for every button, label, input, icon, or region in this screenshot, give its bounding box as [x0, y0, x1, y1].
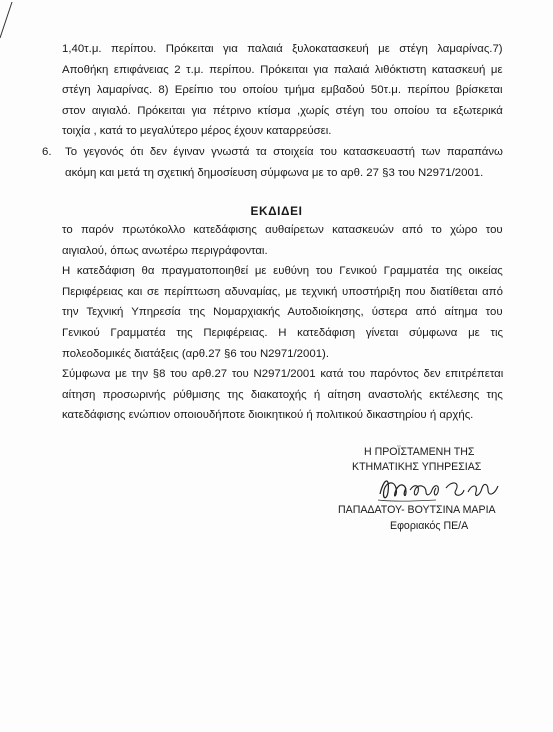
text-line: Η κατεδάφιση θα πραγματοποιηθεί με ευθύνη του Γενικού Γραμματέα της οικείας: [62, 265, 503, 278]
text-line: αίτηση προσωρινής ρύθμισης της διακατοχής ή αίτηση αναστολής εκτέλεσης της: [62, 388, 503, 401]
text-line: Αποθήκη επιφάνειας 2 τ.μ. περίπου. Πρόκειται για παλαιά λιθόκτιστη κατασκευή με: [62, 63, 503, 76]
text-line: Σύμφωνα με την §8 του αρθ.27 του Ν2971/2001 κατά του παρόντος δεν επιτρέπεται: [62, 368, 504, 381]
continuation-paragraph: [62, 39, 503, 142]
decision-paragraph: [62, 220, 503, 426]
text-line: στον αιγιαλό. Πρόκειται για πέτρινο κτίσμα ,χωρίς στέγη του οποίου τα εξωτερικά: [62, 104, 503, 117]
text-line: πολεοδομικές διατάξεις (αρθ.27 §6 του Ν2971/2001).: [62, 347, 329, 360]
text-line: 1,40τ.μ. περίπου. Πρόκειται για παλαιά ξυλοκατασκευή με στέγη λαμαρίνας.7): [62, 43, 503, 55]
signatory-role: Εφοριακός ΠΕ/Α: [390, 520, 469, 532]
text-line: κατεδάφισης ενώπιον οποιουδήποτε διοικητικού ή πολιτικού δικαστηρίου ή αρχής.: [62, 409, 474, 422]
text-line: στέγη λαμαρίνας. 8) Ερείπιο του οποίου τμήμα εμβαδού 50τ.μ. περίπου βρίσκεται: [62, 84, 503, 97]
signatory-name: ΠΑΠΑΔΑΤΟΥ- ΒΟΥΤΣΙΝΑ ΜΑΡΙΑ: [338, 504, 496, 516]
text-line: το παρόν πρωτόκολλο κατεδάφισης αυθαίρετων κατασκευών από το χώρο του: [62, 224, 503, 236]
section-heading: ΕΚΔΙΔΕΙ: [250, 204, 303, 218]
text-line: Γενικού Γραμματέα της Περιφέρειας. Η κατεδάφιση γίνεται σύμφωνα με τις: [62, 326, 503, 339]
signatory-title-line2: ΚΤΗΜΑΤΙΚΗΣ ΥΠΗΡΕΣΙΑΣ: [352, 461, 482, 473]
text-line: τοιχία , κατά το μεγαλύτερο μέρος έχουν καταρρεύσει.: [62, 125, 332, 138]
text-line: την Τεχνική Υπηρεσία της Νομαρχιακής Αυτοδιοίκησης, ύστερα από αίτημα του: [62, 306, 503, 319]
text-line: Περιφέρειας και σε περίπτωση αδυναμίας, με τεχνική υποστήριξη που διατίθεται από: [62, 285, 503, 298]
list-item-number: 6.: [42, 146, 52, 158]
text-line: αιγιαλού, όπως ανωτέρω περιγράφονται.: [62, 244, 268, 257]
scan-edge-mark: [0, 0, 14, 40]
text-line: ακόμη και μετά τη σχετική δημοσίευση σύμφωνα με το αρθ. 27 §3 του Ν2971/2001.: [65, 166, 484, 179]
handwritten-signature: [376, 470, 516, 506]
text-line: Το γεγονός ότι δεν έγιναν γνωστά τα στοιχεία του κατασκευαστή των παραπάνω: [65, 146, 503, 158]
signatory-title-line1: Η ΠΡΟΪΣΤΑΜΕΝΗ ΤΗΣ: [364, 446, 475, 458]
list-item-6: [42, 142, 503, 183]
